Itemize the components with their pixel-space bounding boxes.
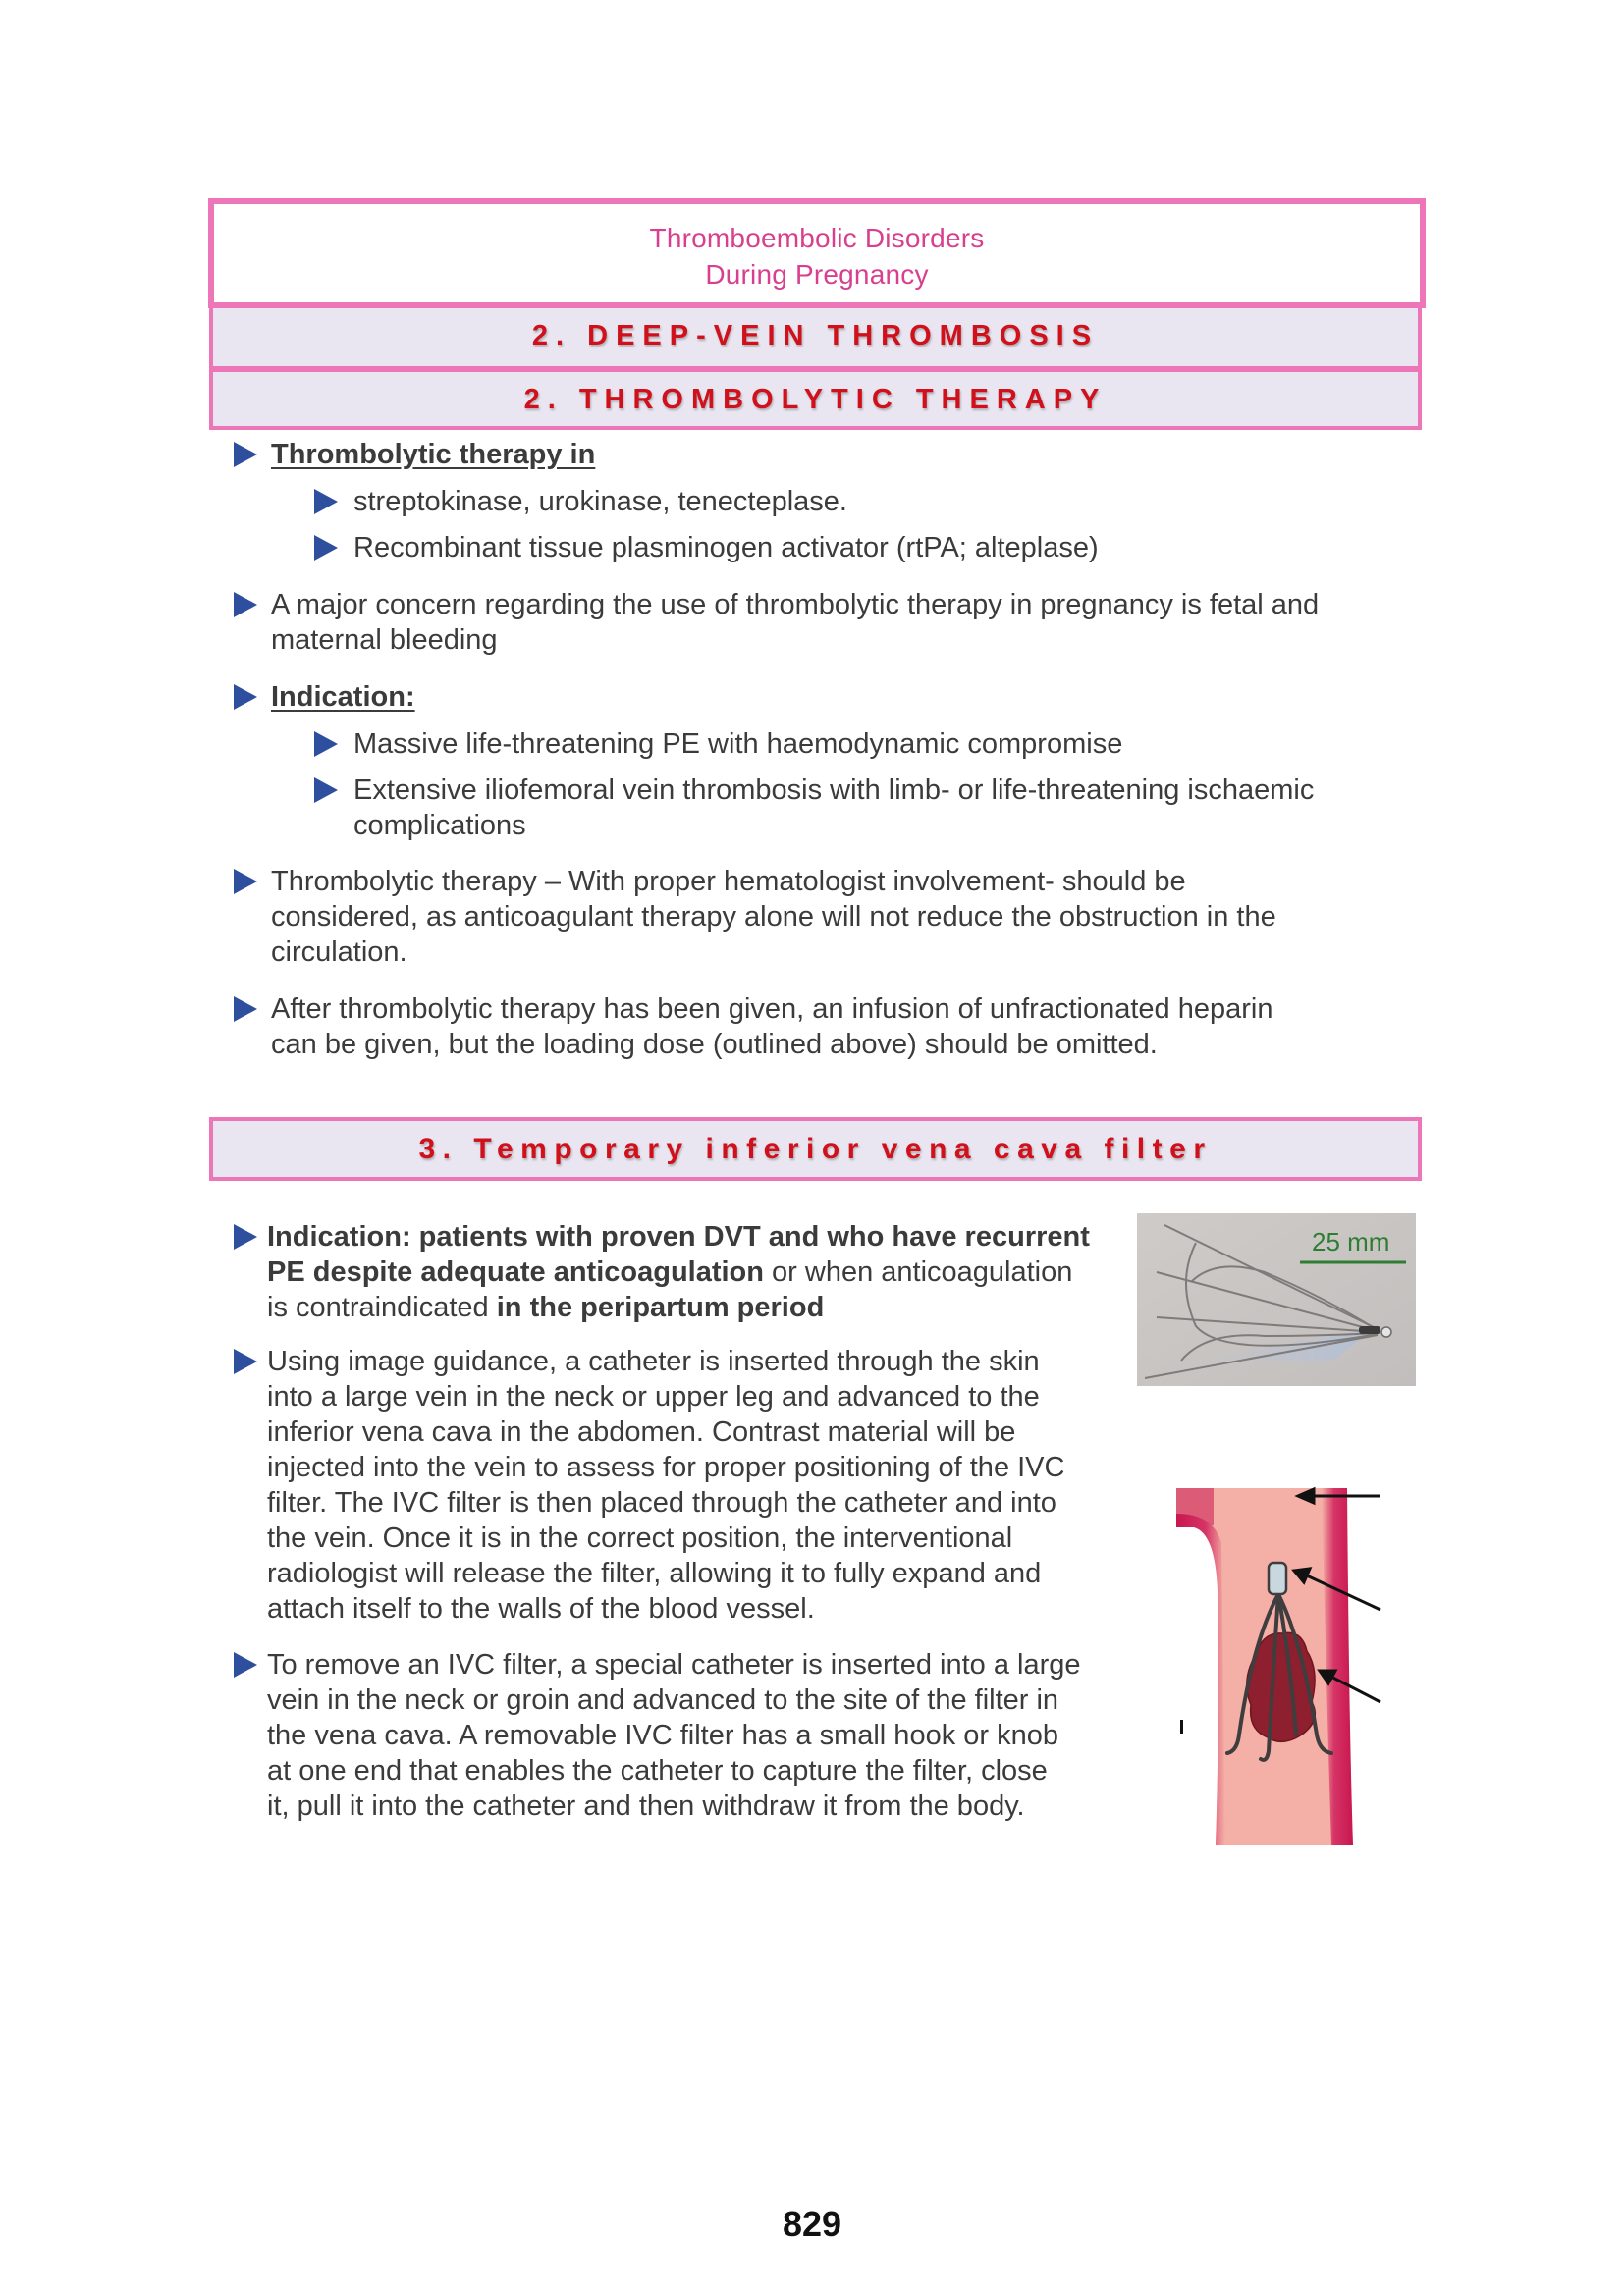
bullet-triangle-icon [234,442,257,467]
ivc-indication-l2-normal: or when anticoagulation [764,1256,1073,1288]
ivc-placement-l1: Using image guidance, a catheter is inserted through the skin [267,1346,1040,1377]
sub-bullet-iliofemoral-l1: Extensive iliofemoral vein thrombosis with limb- or life-threatening ischaemic [353,774,1315,806]
partial-marker [1180,1720,1183,1734]
bullet-heparin-l2: can be given, but the loading dose (outlined above) should be omitted. [271,1029,1158,1060]
ivc-placement-l3: inferior vena cava in the abdomen. Contrast material will be [267,1416,1016,1448]
ivc-indication-l2-bold: PE despite adequate anticoagulation [267,1256,764,1288]
ivc-removal-l2: vein in the neck or groin and advanced to the site of the filter in [267,1684,1059,1716]
bullet-bleeding-concern-l1: A major concern regarding the use of thrombolytic therapy in pregnancy is fetal and [271,589,1320,620]
chapter-title-line1: Thromboembolic Disorders [649,223,985,253]
bullet-hematologist-l2: considered, as anticoagulant therapy alone will not reduce the obstruction in the [271,901,1276,933]
ivc-indication-l2 [267,1255,1072,1290]
bullet-triangle-icon [234,684,257,710]
section-title-dvt: 2. DEEP-VEIN THROMBOSIS [531,320,1100,351]
bullet-triangle-icon [314,535,338,561]
bullet-heading-indication: Indication: [271,681,415,713]
bullet-triangle-icon [234,592,257,617]
filter-hook-hub [1269,1563,1286,1594]
bullet-triangle-icon [234,1652,257,1678]
ivc-removal-l3: the vena cava. A removable IVC filter has a small hook or knob [267,1720,1058,1751]
ivc-placement-l7: radiologist will release the filter, allowing it to fully expand and [267,1558,1042,1589]
page-number: 829 [782,2204,842,2244]
vessel-wall-left [1176,1514,1225,1845]
ivc-filter-photo [1137,1213,1416,1386]
bullet-triangle-icon [234,869,257,894]
bullet-bleeding-concern-l2: maternal bleeding [271,624,498,656]
ivc-placement-l4: injected into the vein to assess for proper positioning of the IVC [267,1452,1065,1483]
ivc-indication-l3-bold: in the peripartum period [496,1292,825,1323]
filter-knob [1381,1327,1391,1337]
section-title-thrombolytic: 2. THROMBOLYTIC THERAPY [523,384,1108,415]
sub-bullet-rtpa: Recombinant tissue plasminogen activator (rtPA; alteplase) [353,532,1099,563]
ivc-placement-l5: filter. The IVC filter is then placed through the catheter and into [267,1487,1056,1519]
bullet-triangle-icon [314,731,338,757]
filter-hub [1359,1326,1380,1334]
bullet-triangle-icon [234,1349,257,1374]
ivc-placement-l6: the vein. Once it is in the correct position, the interventional [267,1522,1013,1554]
ivc-placement-l2: into a large vein in the neck or upper leg and advanced to the [267,1381,1040,1413]
ivc-indication-l3-normal: is contraindicated [267,1292,497,1323]
sub-bullet-massive-pe: Massive life-threatening PE with haemodynamic compromise [353,728,1123,760]
bullet-triangle-icon [234,996,257,1022]
bullet-triangle-icon [314,489,338,514]
chapter-title-line2: During Pregnancy [705,259,929,290]
section-header-dvt [209,308,1422,370]
chapter-title-box [208,198,1426,308]
ivc-indication-l1: Indication: patients with proven DVT and who have recurrent [267,1221,1090,1253]
scale-label: 25 mm [1312,1227,1390,1256]
bullet-triangle-icon [314,777,338,803]
bullet-heparin-l1: After thrombolytic therapy has been given, an infusion of unfractionated heparin [271,993,1273,1025]
bullet-triangle-icon [234,1224,257,1250]
ivc-filter-diagram [1174,1484,1382,1849]
sub-bullet-iliofemoral-l2: complications [353,810,526,841]
ivc-removal-l5: it, pull it into the catheter and then withdraw it from the body. [267,1790,1025,1822]
bullet-heading-thrombolytic-in: Thrombolytic therapy in [271,439,596,470]
ivc-placement-l8: attach itself to the walls of the blood vessel. [267,1593,815,1625]
section-title-ivc-filter: 3. Temporary inferior vena cava filter [418,1133,1213,1165]
ivc-removal-l4: at one end that enables the catheter to capture the filter, close [267,1755,1048,1787]
section-header-thrombolytic [209,368,1422,430]
ivc-indication-l3 [267,1290,824,1325]
bullet-hematologist-l1: Thrombolytic therapy – With proper hematologist involvement- should be [271,866,1186,897]
ivc-removal-l1: To remove an IVC filter, a special catheter is inserted into a large [267,1649,1081,1681]
section-header-ivc-filter [209,1117,1422,1181]
bullet-hematologist-l3: circulation. [271,936,407,968]
sub-bullet-agents: streptokinase, urokinase, tenecteplase. [353,486,847,517]
